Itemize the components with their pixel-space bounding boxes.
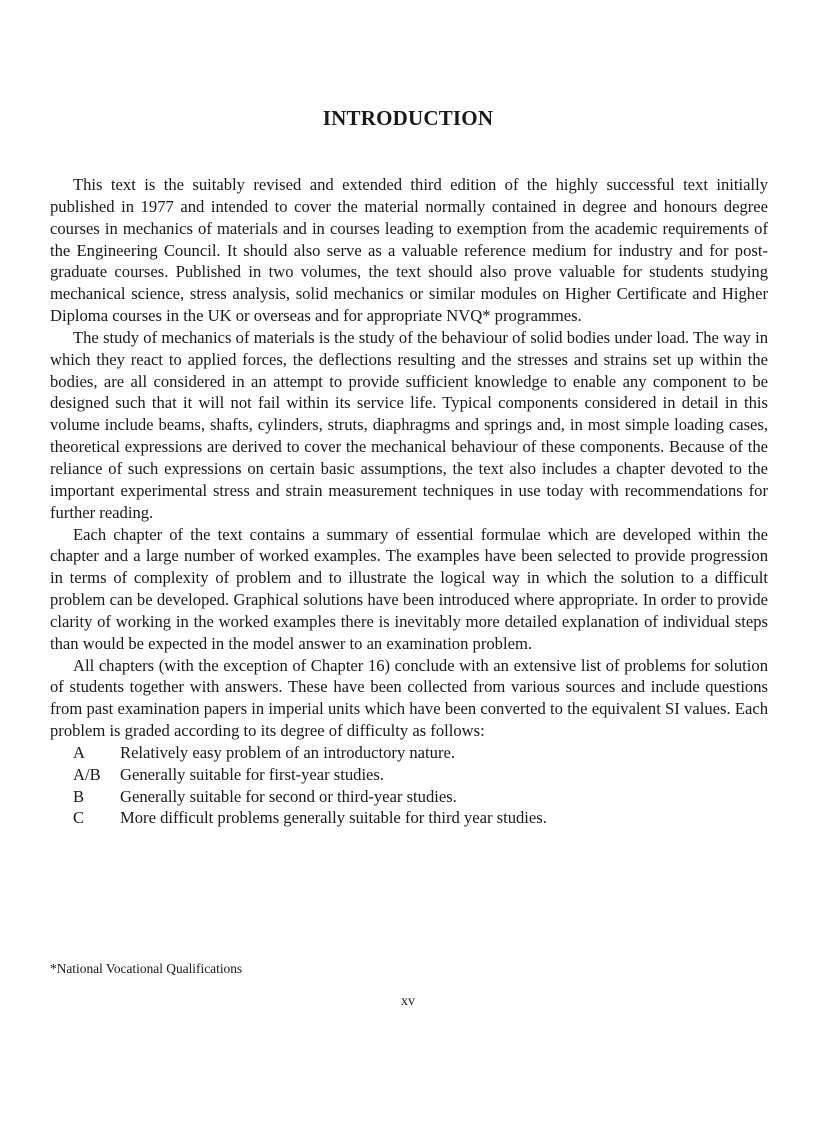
footnote: *National Vocational Qualifications: [50, 961, 243, 976]
grade-description: More difficult problems generally suitable for third year studies.: [120, 808, 547, 828]
difficulty-grade-list: [50, 742, 768, 829]
grade-item-ab: [50, 764, 768, 786]
grade-code: A/B: [73, 764, 101, 784]
paragraph-problems: All chapters (with the exception of Chapter 16) conclude with an extensive list of problems for solution of students together with answers. These have been collected from various sources and include questions from past examination papers in imperial units which have been converted to the equivalent SI values. Each problem is graded according to its degree of difficulty as follows:: [50, 655, 768, 741]
grade-description: Generally suitable for first-year studies.: [120, 764, 385, 784]
page-title: INTRODUCTION: [322, 106, 494, 130]
grade-code: A: [73, 742, 85, 762]
paragraph-study: The study of mechanics of materials is the study of the behaviour of solid bodies under load. The way in which they react to applied forces, the deflections resulting and the stresses and strains set up within the bodies, are all considered in an attempt to provide sufficient knowledge to enable any component to be designed such that it will not fail within its service life. Typical components considered in detail in this volume include beams, shafts, cylinders, struts, diaphragms and springs and, in most simple loading cases, theoretical expressions are derived to cover the mechanical behaviour of these components. Because of the reliance of such expressions on certain basic assumptions, the text also includes a chapter devoted to the important experimental stress and strain measurement techniques in use today with recommendations for further reading.: [50, 327, 768, 522]
page-number: xv: [401, 994, 415, 1009]
grade-description: Relatively easy problem of an introductory nature.: [120, 742, 455, 762]
introduction-body: [50, 174, 768, 829]
paragraph-worked-examples: Each chapter of the text contains a summary of essential formulae which are developed within the chapter and a large number of worked examples. The examples have been selected to provide progression in terms of complexity of problem and to illustrate the logical way in which the solution to a difficult problem can be developed. Graphical solutions have been introduced where appropriate. In order to provide clarity of working in the worked examples there is inevitably more detailed explanation of individual steps than would be expected in the model answer to an examination problem.: [50, 524, 768, 653]
grade-item-c: [50, 807, 768, 829]
grade-code: B: [73, 786, 85, 806]
paragraph-edition: This text is the suitably revised and extended third edition of the highly successful text initially published in 1977 and intended to cover the material normally contained in degree and honours degree courses in mechanics of materials and in courses leading to exemption from the academic requirements of the Engineering Council. It should also serve as a valuable reference medium for industry and for post-graduate courses. Published in two volumes, the text should also prove valuable for students studying mechanical science, stress analysis, solid mechanics or similar modules on Higher Certificate and Higher Diploma courses in the UK or overseas and for appropriate NVQ* programmes.: [50, 175, 768, 326]
grade-item-b: [50, 786, 768, 808]
grade-item-a: [50, 742, 768, 764]
grade-description: Generally suitable for second or third-year studies.: [120, 786, 457, 806]
grade-code: C: [73, 808, 85, 828]
